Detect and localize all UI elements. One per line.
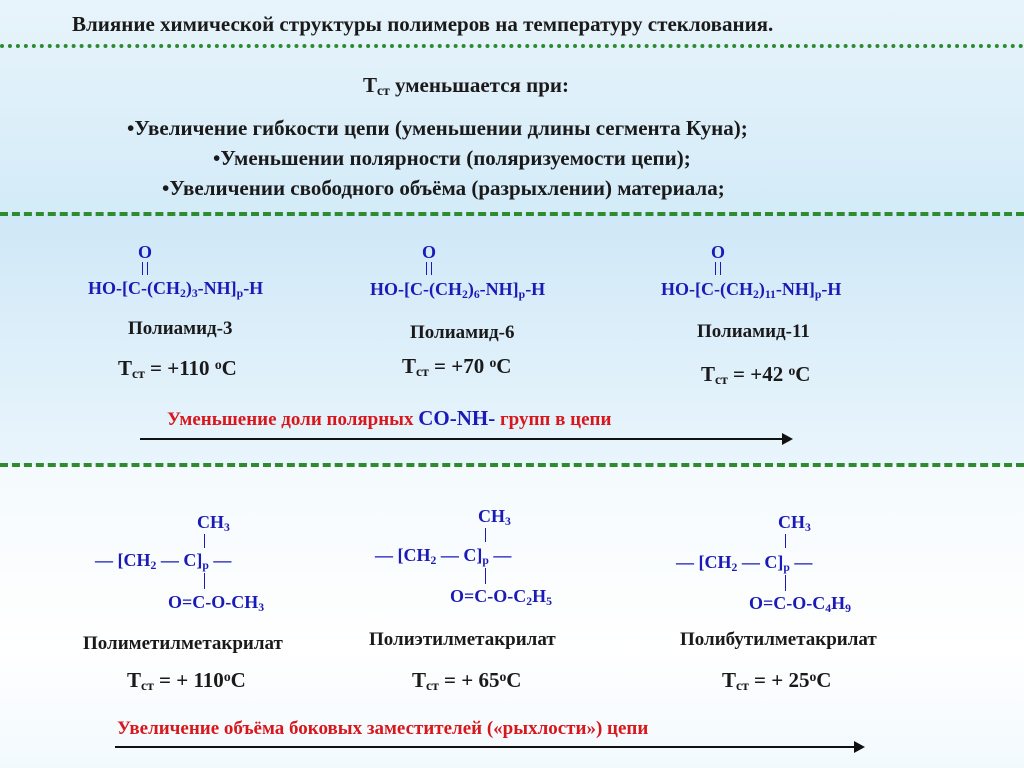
bond-line — [785, 575, 786, 591]
side-group: $O=C-O-C_2H_5$ — [450, 586, 552, 608]
glass-temperature: $Т_{ст} = +42$ $^о$С — [701, 362, 811, 387]
section-divider — [0, 212, 1024, 216]
bond-line — [485, 528, 486, 542]
polymer-name: Полиамид-3 — [128, 318, 233, 339]
side-group: $O=C-O-CH_3$ — [168, 592, 265, 614]
glass-temperature: $Т_{ст}$ = + $65^оС$ — [412, 668, 522, 693]
methyl-group: $CH_3$ — [197, 512, 230, 534]
polyamide-formula: $HO-[C-(CH_2)_3-NH]_p-H$ — [88, 278, 264, 300]
title-divider — [0, 44, 1024, 48]
condition-item: •Увеличении свободного объёма (разрыхлении) материала; — [162, 176, 725, 200]
glass-temperature: $Т_{ст} = +110$ $^о$С — [118, 356, 237, 381]
double-bond — [142, 262, 148, 275]
condition-item: •Уменьшении полярности (поляризуемости цепи); — [213, 146, 691, 170]
polymer-name: Полиметилметакрилат — [83, 633, 283, 654]
methyl-group: $CH_3$ — [478, 506, 511, 528]
polymer-name: Полибутилметакрилат — [680, 629, 877, 650]
bond-line — [485, 568, 486, 584]
side-group: $O=C-O-C_4H_9$ — [749, 593, 851, 615]
conditions-heading: $Т_{ст}$ уменьшается при: — [363, 73, 570, 98]
glass-temperature: $Т_{ст} = +70$ $^о$С — [402, 354, 512, 379]
methacrylate-chain: — [$CH_2$ — $C]_p$ — — [375, 545, 512, 567]
double-bond — [426, 262, 432, 275]
bond-line — [204, 573, 205, 589]
carbonyl-oxygen: O — [138, 242, 153, 262]
trend-arrow — [115, 746, 862, 748]
glass-temperature: $Т_{ст}$ = + $25^оС$ — [722, 668, 832, 693]
condition-item: •Увеличение гибкости цепи (уменьшении длины сегмента Куна); — [127, 116, 748, 140]
trend-arrow — [140, 438, 790, 440]
polymer-name: Полиамид-6 — [410, 322, 515, 343]
polymer-name: Полиэтилметакрилат — [369, 629, 556, 650]
glass-temperature: $Т_{ст}$ = + $110^оС$ — [127, 668, 246, 693]
methacrylate-chain: — [$CH_2$ — $C]_p$ — — [676, 552, 813, 574]
polyamide-formula: $HO-[C-(CH_2)_6-NH]_p-H$ — [370, 279, 546, 301]
methacrylate-chain: — [$CH_2$ — $C]_p$ — — [95, 550, 232, 572]
bond-line — [785, 534, 786, 548]
carbonyl-oxygen: O — [711, 242, 726, 262]
page-title: Влияние химической структуры полимеров на температуру стеклования. — [72, 12, 774, 36]
bond-line — [204, 534, 205, 548]
double-bond — [715, 262, 721, 275]
polar-groups-caption: Уменьшение доли полярных CO-NH- групп в цепи — [167, 406, 612, 430]
polymer-name: Полиамид-11 — [697, 321, 810, 342]
methyl-group: $CH_3$ — [778, 512, 811, 534]
section-divider — [0, 463, 1024, 467]
volume-caption: Увеличение объёма боковых заместителей («рыхлости») цепи — [117, 718, 649, 739]
polyamide-formula: $HO-[C-(CH_2)_{11}-NH]_p-H$ — [661, 279, 842, 301]
carbonyl-oxygen: O — [422, 242, 437, 262]
